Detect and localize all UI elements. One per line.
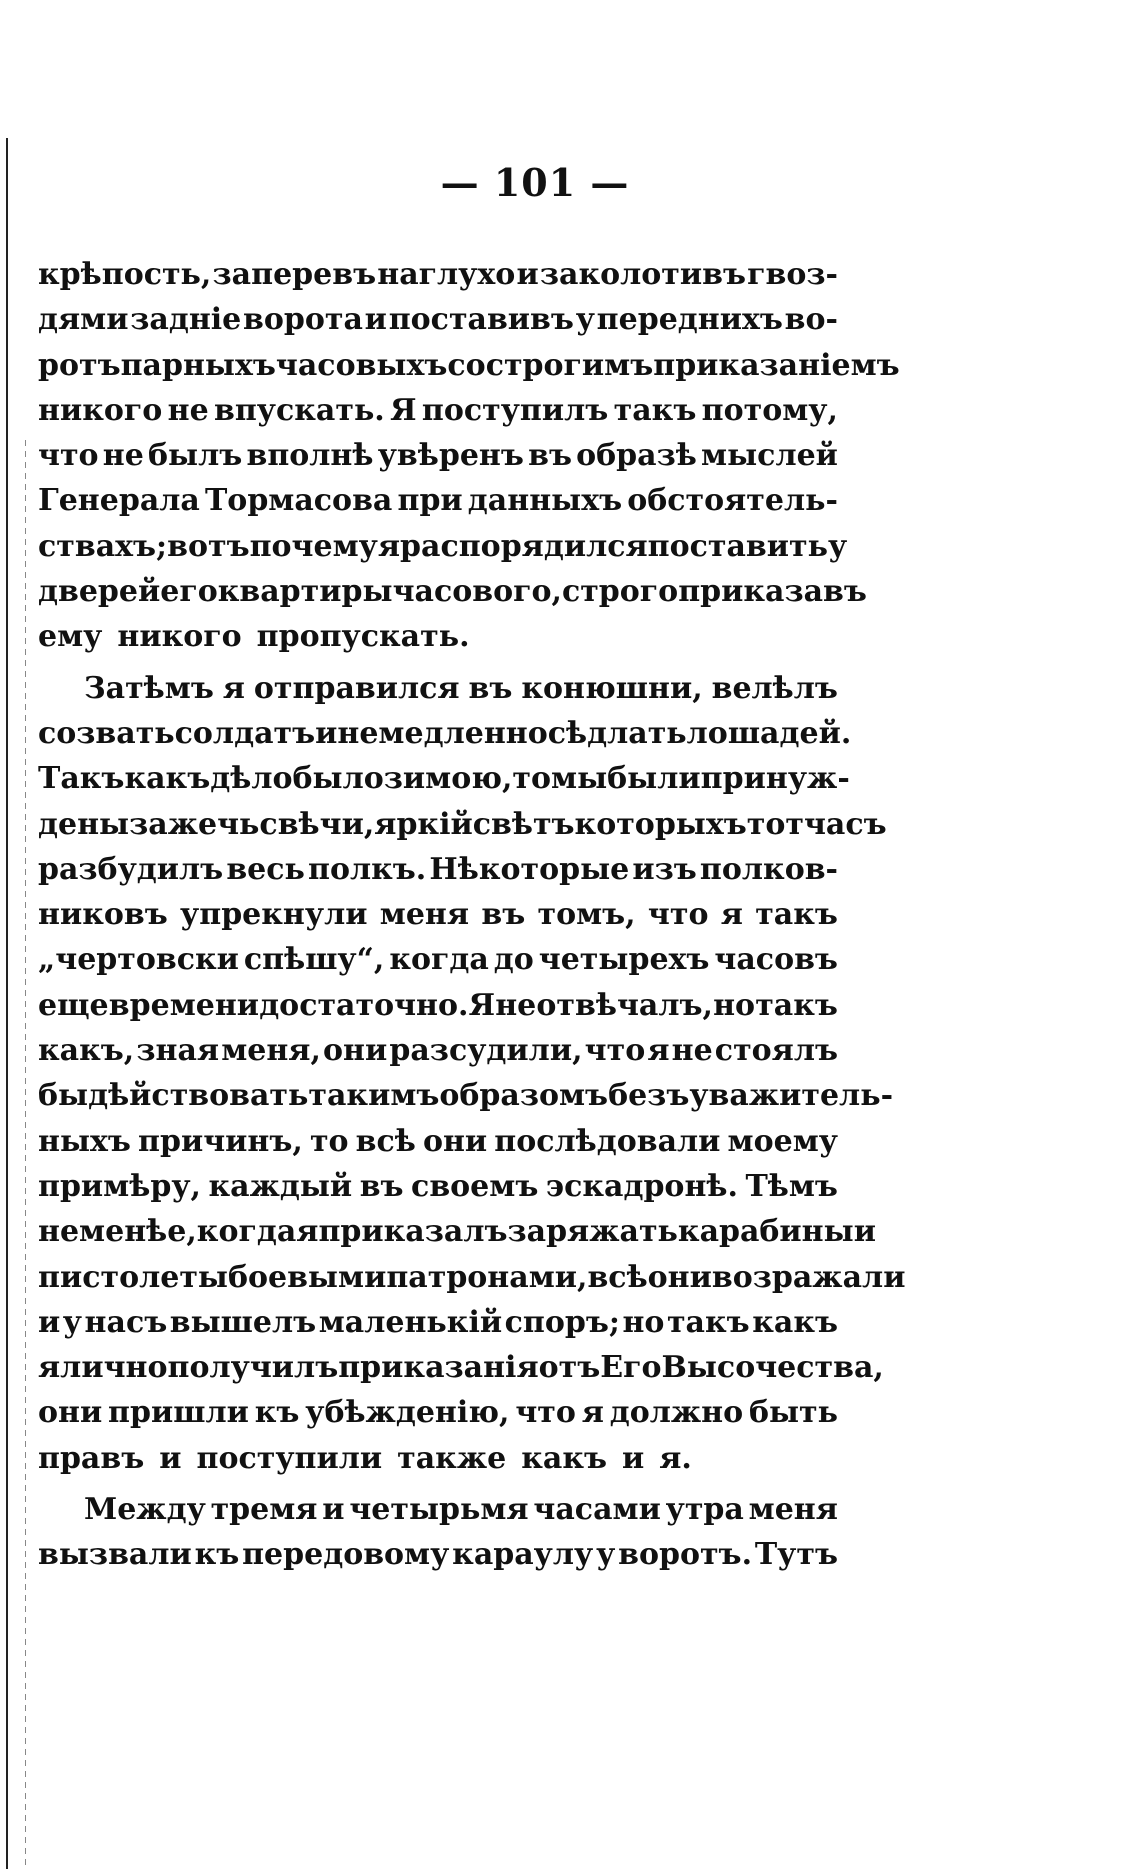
- word: Я: [390, 392, 417, 428]
- word: быть: [748, 1395, 838, 1431]
- word: заперевъ: [212, 257, 377, 292]
- word: такъ: [613, 392, 697, 428]
- word: квартиры: [217, 574, 393, 610]
- word: обстоятель-: [627, 483, 838, 519]
- text-line: [38, 847, 838, 892]
- word: Такъ: [38, 761, 125, 797]
- word: задніе: [130, 302, 242, 338]
- word: созвать: [38, 715, 175, 751]
- text-line: [38, 297, 838, 342]
- word: меня,: [221, 1033, 321, 1069]
- text-line: [38, 569, 867, 614]
- word: боевыми: [227, 1259, 387, 1295]
- word: распорядился: [400, 528, 648, 564]
- page-gutter-line: [25, 440, 26, 1869]
- word: менѣе,: [79, 1214, 197, 1250]
- text-line: [38, 937, 838, 982]
- word: пропускать.: [256, 619, 470, 655]
- word: Тутъ: [754, 1537, 838, 1573]
- text-line: [38, 666, 838, 711]
- text-line: [38, 1487, 838, 1532]
- word: заряжать: [507, 1214, 678, 1250]
- word: тремя: [210, 1492, 318, 1528]
- word: отвѣчалъ,: [536, 987, 713, 1023]
- word: во-: [784, 302, 838, 338]
- word: ныхъ: [38, 1123, 131, 1159]
- word: мыслей: [701, 438, 838, 474]
- word: дены: [38, 806, 130, 842]
- word: безъ: [608, 1078, 690, 1114]
- word: немедленно: [337, 715, 548, 751]
- word: потому,: [701, 392, 838, 428]
- word: такимъ: [308, 1078, 440, 1114]
- word: и: [853, 1214, 876, 1250]
- text-line: [38, 614, 838, 659]
- word: когда: [389, 942, 489, 978]
- word: Его: [600, 1350, 662, 1386]
- text-line: [38, 1119, 838, 1164]
- word: дями: [38, 302, 129, 338]
- word: въ: [481, 897, 526, 933]
- word: Между: [84, 1492, 206, 1528]
- word: въ: [528, 438, 572, 474]
- word: часами: [533, 1492, 661, 1528]
- word: и: [322, 1492, 345, 1528]
- text-line: [38, 1028, 838, 1073]
- word: вотъ: [167, 528, 250, 564]
- word: такъ: [755, 897, 838, 933]
- word: я: [377, 528, 401, 564]
- word: то: [309, 1123, 349, 1159]
- word: и: [315, 715, 338, 751]
- text-line: [38, 892, 838, 937]
- word: какъ,: [38, 1033, 135, 1069]
- word: Затѣмъ: [84, 670, 214, 706]
- body-text: [38, 252, 906, 1578]
- word: вполнѣ: [246, 438, 374, 474]
- word: и: [38, 1304, 61, 1340]
- word: ворота: [243, 302, 363, 338]
- word: упрекнули: [180, 897, 368, 933]
- word: свѣтъ: [472, 806, 575, 842]
- word: ему: [38, 619, 103, 655]
- word: его: [160, 574, 218, 610]
- word: пришли: [108, 1395, 249, 1431]
- word: но: [622, 1304, 665, 1340]
- word: гвоз-: [747, 257, 838, 292]
- word: никовъ: [38, 897, 168, 933]
- word: моему: [727, 1123, 838, 1159]
- word: послѣдовали: [494, 1123, 721, 1159]
- word: они: [323, 1033, 388, 1069]
- word: такъ: [755, 987, 838, 1023]
- word: Тѣмъ: [745, 1168, 838, 1204]
- word: ствахъ;: [38, 528, 168, 564]
- word: томъ,: [537, 897, 636, 933]
- word: должно: [609, 1395, 744, 1431]
- word: какъ: [752, 1304, 838, 1340]
- word: они: [38, 1395, 103, 1431]
- word: всѣ: [355, 1123, 416, 1159]
- word: приказалъ: [318, 1214, 508, 1250]
- word: что: [515, 1395, 576, 1431]
- word: меня: [379, 897, 470, 933]
- word: данныхъ: [467, 483, 623, 519]
- word: причинъ,: [138, 1123, 303, 1159]
- word: до: [493, 942, 534, 978]
- word: „чертовски: [38, 942, 239, 978]
- word: то: [512, 761, 552, 797]
- word: утра: [665, 1492, 744, 1528]
- word: когда: [196, 1214, 297, 1250]
- text-line: [38, 478, 838, 523]
- word: времени: [108, 987, 260, 1023]
- word: велѣлъ: [711, 670, 838, 706]
- word: вызвали: [38, 1537, 192, 1573]
- word: у: [62, 1304, 83, 1340]
- word: солдатъ: [174, 715, 316, 751]
- text-line: [38, 1255, 906, 1300]
- word: Я: [468, 987, 496, 1023]
- word: строгимъ: [485, 347, 654, 383]
- text-line: [38, 1073, 894, 1118]
- word: всѣ: [587, 1259, 648, 1295]
- word: своемъ: [411, 1168, 539, 1204]
- word: принуж-: [700, 761, 850, 797]
- word: насъ: [84, 1304, 168, 1340]
- word: и: [516, 257, 539, 292]
- word: что: [584, 1033, 646, 1069]
- word: споръ;: [504, 1304, 620, 1340]
- word: дверей: [38, 574, 161, 610]
- text-line: [38, 388, 838, 433]
- word: каждый: [208, 1168, 353, 1204]
- word: зажечь: [129, 806, 260, 842]
- word: какъ: [124, 761, 211, 797]
- word: Нѣкоторые: [429, 851, 630, 887]
- word: лично: [60, 1350, 168, 1386]
- word: въ: [359, 1168, 404, 1204]
- page-number: — 101 —: [440, 160, 630, 205]
- word: дѣло: [210, 761, 293, 797]
- word: зная: [136, 1033, 220, 1069]
- word: уважитель-: [689, 1078, 894, 1114]
- word: поступили: [196, 1440, 383, 1476]
- word: никого: [117, 619, 242, 655]
- word: патронами,: [386, 1259, 588, 1295]
- word: еще: [38, 987, 109, 1023]
- word: четырьмя: [349, 1492, 529, 1528]
- page-edge-line: [6, 138, 8, 1869]
- word: почему: [249, 528, 378, 564]
- word: со: [447, 347, 486, 383]
- word: дѣйствовать: [88, 1078, 309, 1114]
- word: никого: [38, 392, 163, 428]
- word: такъ: [666, 1304, 750, 1340]
- word: приказанія: [338, 1350, 539, 1386]
- word: и: [159, 1440, 182, 1476]
- word: приказавъ: [678, 574, 867, 610]
- word: разбудилъ: [38, 851, 224, 887]
- word: поставить: [647, 528, 828, 564]
- word: Тормасова: [204, 483, 393, 519]
- word: бы: [38, 1078, 89, 1114]
- text-line: [38, 1436, 838, 1481]
- word: и: [364, 302, 387, 338]
- word: яркій: [374, 806, 473, 842]
- word: заколотивъ: [539, 257, 746, 292]
- word: убѣжденію,: [305, 1395, 510, 1431]
- word: они: [647, 1259, 712, 1295]
- text-line: [38, 433, 838, 478]
- word: былъ: [148, 438, 243, 474]
- word: достаточно.: [259, 987, 469, 1023]
- text-line: [38, 1345, 884, 1390]
- word: получилъ: [167, 1350, 339, 1386]
- word: переднихъ: [596, 302, 783, 338]
- word: которыхъ: [574, 806, 747, 842]
- word: спѣшу“,: [243, 942, 385, 978]
- word: лошадей.: [686, 715, 852, 751]
- word: я: [720, 897, 743, 933]
- word: у: [596, 1537, 616, 1573]
- word: передовому: [242, 1537, 450, 1573]
- word: парныхъ: [120, 347, 276, 383]
- text-line: [38, 1300, 838, 1345]
- word: къ: [194, 1537, 240, 1573]
- word: часовыхъ: [275, 347, 448, 383]
- word: часового,: [392, 574, 562, 610]
- word: не: [38, 1214, 80, 1250]
- word: я.: [659, 1440, 692, 1476]
- text-line: [38, 343, 900, 388]
- word: мы: [551, 761, 608, 797]
- word: что: [647, 897, 709, 933]
- word: не: [167, 392, 209, 428]
- word: что: [38, 438, 99, 474]
- text-line: [38, 1164, 838, 1209]
- word: увѣренъ: [377, 438, 524, 474]
- word: приказаніемъ: [653, 347, 900, 383]
- word: стоялъ: [714, 1033, 838, 1069]
- word: въ: [468, 670, 513, 706]
- word: я: [581, 1395, 604, 1431]
- word: я: [222, 670, 245, 706]
- word: и: [622, 1440, 645, 1476]
- word: весь: [226, 851, 305, 887]
- word: у: [827, 528, 848, 564]
- word: маленькій: [318, 1304, 503, 1340]
- word: у: [575, 302, 595, 338]
- word: четырехъ: [538, 942, 710, 978]
- word: полкъ.: [308, 851, 427, 887]
- text-line: [38, 1209, 876, 1254]
- word: свѣчи,: [259, 806, 375, 842]
- word: полков-: [699, 851, 838, 887]
- word: разсудили,: [389, 1033, 583, 1069]
- word: вышелъ: [169, 1304, 317, 1340]
- word: какъ: [521, 1440, 607, 1476]
- word: пистолеты: [38, 1259, 228, 1295]
- word: отъ: [538, 1350, 601, 1386]
- word: я: [647, 1033, 670, 1069]
- word: образомъ: [439, 1078, 609, 1114]
- word: возражали: [711, 1259, 906, 1295]
- word: отправился: [253, 670, 460, 706]
- text-line: [38, 711, 852, 756]
- word: изъ: [632, 851, 697, 887]
- word: также: [397, 1440, 507, 1476]
- word: часовъ: [714, 942, 838, 978]
- word: они: [422, 1123, 488, 1159]
- word: карабины: [677, 1214, 854, 1250]
- word: поставивъ: [388, 302, 574, 338]
- word: не: [102, 438, 144, 474]
- word: Генерала: [38, 483, 200, 519]
- word: я: [296, 1214, 319, 1250]
- text-line: [38, 524, 848, 569]
- word: ротъ: [38, 347, 121, 383]
- text-line: [38, 1390, 838, 1435]
- word: воротъ.: [618, 1537, 753, 1573]
- word: было: [292, 761, 384, 797]
- word: Высочества,: [661, 1350, 884, 1386]
- word: я: [38, 1350, 61, 1386]
- text-line: [38, 983, 838, 1028]
- word: къ: [254, 1395, 300, 1431]
- word: конюшни,: [521, 670, 703, 706]
- word: крѣпость,: [38, 257, 212, 292]
- text-line: [38, 802, 887, 847]
- word: не: [671, 1033, 713, 1069]
- word: не: [495, 987, 537, 1023]
- text-line: [38, 252, 838, 297]
- text-line: [38, 1532, 838, 1577]
- word: были: [607, 761, 701, 797]
- word: эскадронѣ.: [545, 1168, 738, 1204]
- word: сѣдлать: [547, 715, 687, 751]
- word: правъ: [38, 1440, 145, 1476]
- word: караулу: [452, 1537, 594, 1573]
- word: строго: [561, 574, 679, 610]
- word: поступилъ: [421, 392, 609, 428]
- word: тотчасъ: [746, 806, 887, 842]
- word: при: [397, 483, 463, 519]
- word: но: [713, 987, 756, 1023]
- word: впускать.: [213, 392, 385, 428]
- word: наглухо: [377, 257, 516, 292]
- text-line: [38, 756, 850, 801]
- word: примѣру,: [38, 1168, 201, 1204]
- word: зимою,: [383, 761, 513, 797]
- word: меня: [748, 1492, 838, 1528]
- word: образѣ: [576, 438, 697, 474]
